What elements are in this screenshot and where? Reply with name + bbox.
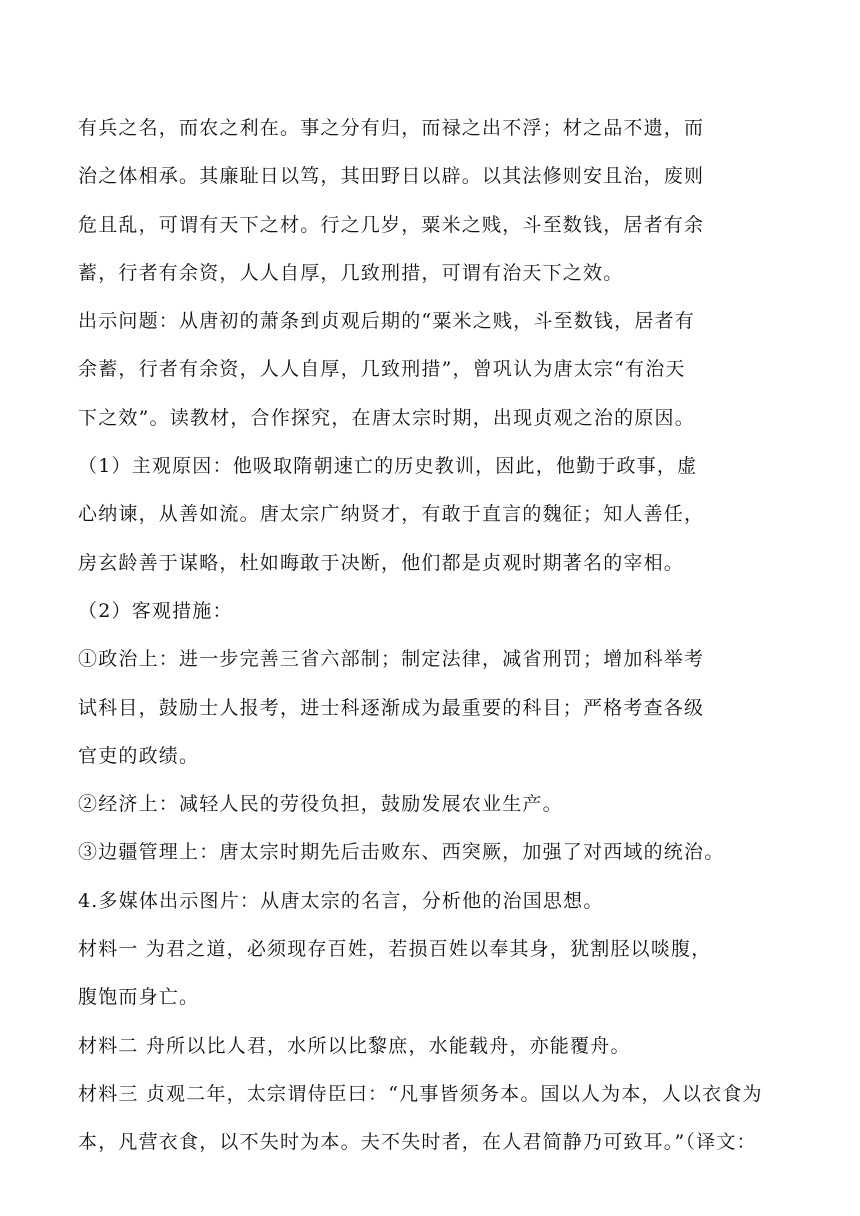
subjective-reason-line: （1）主观原因：他吸取隋朝速亡的历史教训，因此，他勤于政事，虚 [78, 455, 698, 478]
question-line: 下之效”。读教材，合作探究，在唐太宗时期，出现贞观之治的原因。 [78, 406, 695, 429]
multimedia-task-line: 4.多媒体出示图片：从唐太宗的名言，分析他的治国思想。 [78, 889, 604, 912]
material-three-line: 材料三 贞观二年，太宗谓侍臣曰：“凡事皆须务本。国以人为本，人以衣食为 [78, 1082, 763, 1105]
objective-measures-heading: （2）客观措施： [78, 599, 233, 622]
document-page [78, 104, 790, 1167]
material-one-line: 腹饱而身亡。 [78, 986, 200, 1009]
text-line: 危且乱，可谓有天下之材。行之几岁，粟米之贱，斗至数钱，居者有余 [78, 213, 705, 236]
political-measure-line: 试科目，鼓励士人报考，进士科逐渐成为最重要的科目；严格考查各级 [78, 696, 705, 719]
frontier-measure-line: ③边疆管理上：唐太宗时期先后击败东、西突厥，加强了对西域的统治。 [78, 841, 725, 864]
question-line: 余蓄，行者有余资，人人自厚，几致刑措”，曾巩认为唐太宗“有治天 [78, 358, 686, 381]
text-line: 有兵之名，而农之利在。事之分有归，而禄之出不浮；材之品不遗，而 [78, 117, 705, 139]
material-one-line: 材料一 为君之道，必须现存百姓，若损百姓以奉其身，犹割胫以啖腹， [78, 938, 712, 961]
subjective-reason-line: 房玄龄善于谋略，杜如晦敢于决断，他们都是贞观时期著名的宰相。 [78, 551, 685, 574]
subjective-reason-line: 心纳谏，从善如流。唐太宗广纳贤才，有敢于直言的魏征；知人善任， [78, 503, 705, 526]
political-measure-line: 官吏的政绩。 [78, 744, 200, 767]
material-three-line: 本，凡营衣食，以不失时为本。夫不失时者，在人君简静乃可致耳。”（译文： [78, 1131, 757, 1154]
text-line: 治之体相承。其廉耻日以笃，其田野日以辟。以其法修则安且治，废则 [78, 165, 705, 188]
economic-measure-line: ②经济上：减轻人民的劳役负担，鼓励发展农业生产。 [78, 793, 563, 816]
question-line: 出示问题：从唐初的萧条到贞观后期的“粟米之贱，斗至数钱，居者有 [78, 310, 695, 333]
material-two-line: 材料二 舟所以比人君，水所以比黎庶，水能载舟，亦能覆舟。 [78, 1034, 631, 1057]
text-line: 蓄，行者有余资，人人自厚，几致刑措，可谓有治天下之效。 [78, 261, 624, 284]
political-measure-line: ①政治上：进一步完善三省六部制；制定法律，减省刑罚；增加科举考 [78, 648, 705, 671]
